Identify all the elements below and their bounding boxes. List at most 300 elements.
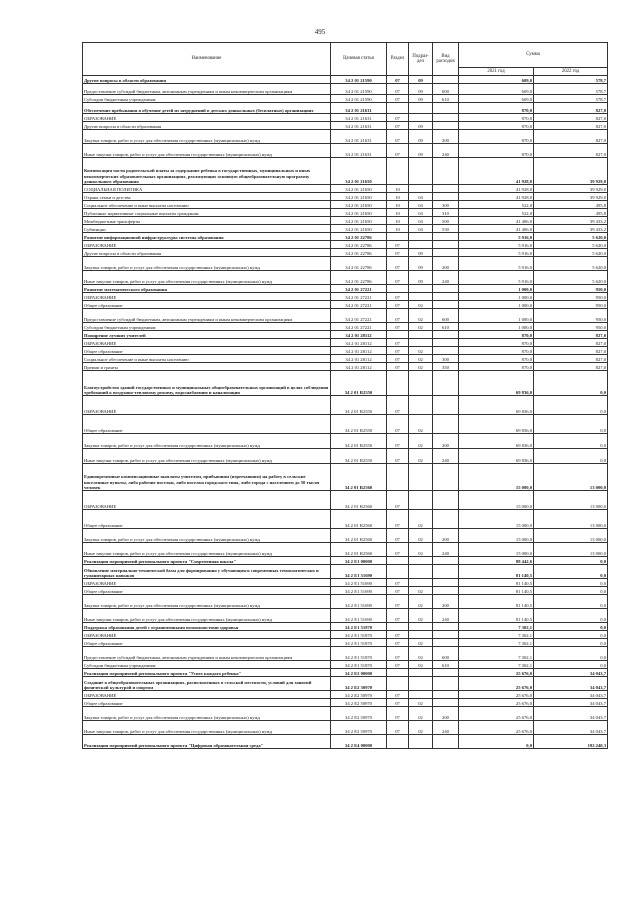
table-row <box>83 285 608 293</box>
row-expense-type: 200 <box>433 257 459 271</box>
row-subsection <box>409 339 433 347</box>
table-row <box>83 735 608 749</box>
row-expense-type <box>433 193 459 201</box>
row-expense-type: 610 <box>433 323 459 331</box>
row-sum-2022: 578,7 <box>534 84 608 95</box>
row-section: 07 <box>387 249 409 257</box>
row-name: ОБРАЗОВАНИЕ <box>83 579 331 587</box>
row-section: 07 <box>387 595 409 609</box>
row-section: 07 <box>387 257 409 271</box>
budget-table <box>82 42 608 749</box>
row-section: 07 <box>387 699 409 707</box>
table-row <box>83 217 608 225</box>
row-sum-2022: 192 240,3 <box>534 735 608 749</box>
row-code: 34 2 01 28112 <box>331 331 387 339</box>
row-expense-type: 350 <box>433 363 459 371</box>
row-subsection: 02 <box>409 587 433 595</box>
row-name: ОБРАЗОВАНИЕ <box>83 491 331 510</box>
row-name: Благоустройство зданий государственных и муниципальных общеобразовательных организаций в целях соблюдения требований к воздушно-тепловому режиму, водоснабжению и канализации <box>83 371 331 396</box>
row-section: 07 <box>387 301 409 309</box>
row-subsection: 02 <box>409 595 433 609</box>
row-sum-2022: 0,0 <box>534 434 608 449</box>
row-sum-2021: 15 000,0 <box>459 529 534 543</box>
row-name: ОБРАЗОВАНИЕ <box>83 241 331 249</box>
row-expense-type <box>433 347 459 355</box>
row-subsection: 02 <box>409 449 433 464</box>
table-row <box>83 225 608 233</box>
row-subsection <box>409 557 433 565</box>
row-expense-type <box>433 103 459 114</box>
row-sum-2021: 7 302,1 <box>459 661 534 669</box>
row-section: 07 <box>387 293 409 301</box>
row-sum-2022: 0,0 <box>534 449 608 464</box>
table-row <box>83 158 608 185</box>
row-expense-type: 240 <box>433 271 459 285</box>
row-sum-2021: 25 676,0 <box>459 691 534 699</box>
row-name: Поддержка образования детей с ограниченными возможностями здоровья <box>83 623 331 631</box>
row-code: 34 2 01 21631 <box>331 103 387 114</box>
table-row <box>83 122 608 130</box>
row-expense-type: 610 <box>433 95 459 103</box>
header-section: Раздел <box>387 43 409 76</box>
row-section <box>387 331 409 339</box>
row-sum-2021: 1 000,0 <box>459 309 534 323</box>
table-row <box>83 201 608 209</box>
table-row <box>83 543 608 557</box>
row-name: Иные закупки товаров, работ и услуг для обеспечения государственных (муниципальных) нужд <box>83 721 331 735</box>
row-name: Премии и гранты <box>83 363 331 371</box>
row-name: Иные закупки товаров, работ и услуг для обеспечения государственных (муниципальных) нужд <box>83 144 331 158</box>
row-section: 07 <box>387 609 409 623</box>
row-section: 07 <box>387 130 409 144</box>
row-expense-type <box>433 249 459 257</box>
row-sum-2022: 34 043,7 <box>534 677 608 691</box>
row-code: 34 2 01 27221 <box>331 309 387 323</box>
header-name: Наименование <box>83 43 331 76</box>
row-subsection <box>409 669 433 677</box>
row-subsection: 02 <box>409 609 433 623</box>
row-name: Иные закупки товаров, работ и услуг для обеспечения государственных (муниципальных) нужд <box>83 271 331 285</box>
row-section: 07 <box>387 271 409 285</box>
row-name: ОБРАЗОВАНИЕ <box>83 339 331 347</box>
row-subsection: 09 <box>409 271 433 285</box>
row-expense-type <box>433 241 459 249</box>
header-code: Целевая статья <box>331 43 387 76</box>
row-expense-type <box>433 114 459 122</box>
row-name: Закупка товаров, работ и услуг для обеспечения государственных (муниципальных) нужд <box>83 707 331 721</box>
table-row <box>83 309 608 323</box>
row-sum-2021: 5 916,0 <box>459 241 534 249</box>
row-section: 07 <box>387 491 409 510</box>
row-subsection <box>409 103 433 114</box>
table-row <box>83 130 608 144</box>
row-section: 07 <box>387 241 409 249</box>
row-section: 07 <box>387 339 409 347</box>
row-name: Создание в общеобразовательных организациях, расположенных в сельской местности, условий для занятий физической культурой и спортом <box>83 677 331 691</box>
row-sum-2021: 870,0 <box>459 114 534 122</box>
header-row <box>83 43 608 68</box>
row-code: 34 2 01 22786 <box>331 271 387 285</box>
row-subsection <box>409 464 433 491</box>
row-sum-2022: 5 620,0 <box>534 241 608 249</box>
row-sum-2021: 609,0 <box>459 95 534 103</box>
row-subsection: 02 <box>409 510 433 529</box>
row-sum-2021: 41 928,0 <box>459 193 534 201</box>
row-sum-2022: 827,0 <box>534 331 608 339</box>
row-code: 34 2 E2 00000 <box>331 669 387 677</box>
row-subsection: 02 <box>409 347 433 355</box>
table-row <box>83 449 608 464</box>
row-name: Закупка товаров, работ и услуг для обеспечения государственных (муниципальных) нужд <box>83 130 331 144</box>
row-name: Субвенции <box>83 225 331 233</box>
row-subsection: 04 <box>409 193 433 201</box>
table-row <box>83 677 608 691</box>
row-code: 34 2 01 R2560 <box>331 543 387 557</box>
row-subsection <box>409 114 433 122</box>
row-subsection <box>409 371 433 396</box>
row-section <box>387 103 409 114</box>
row-sum-2021: 522,0 <box>459 201 534 209</box>
row-section: 07 <box>387 95 409 103</box>
row-code: 34 2 01 R2560 <box>331 464 387 491</box>
row-expense-type: 240 <box>433 144 459 158</box>
row-name: Предоставление субсидий бюджетным, автономным учреждениям и иным некоммерческим организациям <box>83 84 331 95</box>
row-code: 34 2 01 27221 <box>331 293 387 301</box>
row-sum-2022: 950,0 <box>534 323 608 331</box>
row-code: 34 2 01 R2550 <box>331 415 387 434</box>
row-sum-2021: 25 676,0 <box>459 707 534 721</box>
row-name: Общее образование <box>83 587 331 595</box>
row-name: Обеспечение пребывания в обучение детей из затруднений в детских дошкольных (бесплатных) организациях <box>83 103 331 114</box>
row-sum-2021: 81 140,5 <box>459 565 534 579</box>
row-name: Общее образование <box>83 415 331 434</box>
row-sum-2021: 69 836,0 <box>459 415 534 434</box>
row-code: 34 2 01 21590 <box>331 76 387 84</box>
row-sum-2022: 39 929,0 <box>534 185 608 193</box>
row-expense-type: 310 <box>433 209 459 217</box>
row-subsection: 02 <box>409 699 433 707</box>
row-code: 34 2 E4 00000 <box>331 735 387 749</box>
table-row <box>83 631 608 639</box>
row-expense-type: 240 <box>433 543 459 557</box>
row-name: Реализация мероприятий регионального проекта "Цифровая образовательная среда" <box>83 735 331 749</box>
row-section: 07 <box>387 76 409 84</box>
row-expense-type <box>433 677 459 691</box>
row-sum-2021: 69 836,0 <box>459 434 534 449</box>
row-expense-type <box>433 510 459 529</box>
row-expense-type <box>433 415 459 434</box>
row-sum-2021: 522,0 <box>459 209 534 217</box>
row-expense-type: 600 <box>433 84 459 95</box>
table-body <box>83 76 608 749</box>
row-name: Развитие информационной инфраструктуры системы образования <box>83 233 331 241</box>
table-row <box>83 587 608 595</box>
row-subsection: 04 <box>409 201 433 209</box>
row-section: 10 <box>387 185 409 193</box>
row-sum-2021: 41 928,0 <box>459 158 534 185</box>
row-code: 34 2 E2 50970 <box>331 691 387 699</box>
row-sum-2021: 7 302,1 <box>459 647 534 661</box>
row-code: 34 2 01 27221 <box>331 285 387 293</box>
row-sum-2021: 25 676,0 <box>459 699 534 707</box>
table-row <box>83 257 608 271</box>
row-name: Обновление материально-технической базы для формирования у обучающихся современных технологических и гуманитарных навыков <box>83 565 331 579</box>
row-sum-2021: 15 000,0 <box>459 464 534 491</box>
row-subsection <box>409 233 433 241</box>
row-name: Общее образование <box>83 347 331 355</box>
row-code: 34 2 01 21631 <box>331 130 387 144</box>
row-expense-type <box>433 233 459 241</box>
row-expense-type <box>433 396 459 415</box>
table-row <box>83 510 608 529</box>
table-row <box>83 707 608 721</box>
table-row <box>83 95 608 103</box>
row-section: 07 <box>387 449 409 464</box>
row-sum-2021: 1 000,0 <box>459 301 534 309</box>
row-sum-2021: 870,0 <box>459 130 534 144</box>
row-expense-type <box>433 587 459 595</box>
table-row <box>83 271 608 285</box>
row-expense-type <box>433 122 459 130</box>
row-subsection: 02 <box>409 309 433 323</box>
row-sum-2022: 827,0 <box>534 122 608 130</box>
row-expense-type <box>433 293 459 301</box>
table-row <box>83 565 608 579</box>
table-row <box>83 209 608 217</box>
row-section <box>387 669 409 677</box>
row-subsection <box>409 631 433 639</box>
row-section <box>387 371 409 396</box>
row-subsection: 04 <box>409 225 433 233</box>
row-sum-2022: 495,8 <box>534 201 608 209</box>
row-subsection: 02 <box>409 529 433 543</box>
row-sum-2022: 0,0 <box>534 639 608 647</box>
row-name: Реализация мероприятий регионального проекта "Успех каждого ребенка" <box>83 669 331 677</box>
row-code: 34 2 E1 51690 <box>331 609 387 623</box>
row-sum-2021: 81 140,5 <box>459 587 534 595</box>
row-expense-type <box>433 158 459 185</box>
table-row <box>83 491 608 510</box>
row-code: 34 2 E1 00000 <box>331 557 387 565</box>
row-expense-type <box>433 639 459 647</box>
row-subsection: 02 <box>409 415 433 434</box>
table-row <box>83 339 608 347</box>
row-subsection: 04 <box>409 209 433 217</box>
table-row <box>83 144 608 158</box>
row-name: Охрана семьи и детства <box>83 193 331 201</box>
row-sum-2022: 950,0 <box>534 285 608 293</box>
row-sum-2022: 827,0 <box>534 103 608 114</box>
row-sum-2022: 0,0 <box>534 623 608 631</box>
row-sum-2021: 7 302,1 <box>459 623 534 631</box>
row-sum-2022: 13 000,0 <box>534 543 608 557</box>
row-code: 34 2 E2 50970 <box>331 721 387 735</box>
row-sum-2022: 34 043,7 <box>534 721 608 735</box>
row-sum-2022: 34 043,7 <box>534 669 608 677</box>
row-subsection: 02 <box>409 543 433 557</box>
row-subsection: 02 <box>409 301 433 309</box>
table-row <box>83 363 608 371</box>
row-sum-2022: 13 000,0 <box>534 491 608 510</box>
row-name: ОБРАЗОВАНИЕ <box>83 691 331 699</box>
row-sum-2021: 25 676,0 <box>459 669 534 677</box>
row-code: 34 2 01 21650 <box>331 158 387 185</box>
row-expense-type <box>433 691 459 699</box>
table-row <box>83 301 608 309</box>
row-sum-2021: 1 000,0 <box>459 293 534 301</box>
row-code: 34 2 E2 50970 <box>331 707 387 721</box>
row-sum-2022: 34 043,7 <box>534 699 608 707</box>
row-expense-type: 600 <box>433 309 459 323</box>
row-code: 34 2 01 28112 <box>331 355 387 363</box>
row-subsection <box>409 691 433 699</box>
row-name: ОБРАЗОВАНИЕ <box>83 631 331 639</box>
row-expense-type: 200 <box>433 707 459 721</box>
row-expense-type: 240 <box>433 609 459 623</box>
row-section: 10 <box>387 201 409 209</box>
row-sum-2022: 39 433,2 <box>534 225 608 233</box>
row-subsection <box>409 396 433 415</box>
row-expense-type <box>433 491 459 510</box>
row-subsection: 09 <box>409 84 433 95</box>
row-sum-2021: 41 406,0 <box>459 225 534 233</box>
row-section: 07 <box>387 144 409 158</box>
row-sum-2021: 41 928,0 <box>459 185 534 193</box>
row-sum-2022: 5 620,0 <box>534 233 608 241</box>
row-section <box>387 735 409 749</box>
row-sum-2021: 1 000,0 <box>459 285 534 293</box>
row-sum-2022: 827,0 <box>534 347 608 355</box>
row-name: Социальное обеспечение и иные выплаты населению <box>83 355 331 363</box>
row-subsection: 09 <box>409 122 433 130</box>
table-row <box>83 76 608 84</box>
row-code: 34 2 01 21650 <box>331 217 387 225</box>
row-sum-2022: 827,0 <box>534 363 608 371</box>
row-name: Публичные нормативные социальные выплаты гражданам <box>83 209 331 217</box>
row-section: 10 <box>387 209 409 217</box>
header-year-2022: 2022 год <box>534 68 608 76</box>
row-subsection: 02 <box>409 363 433 371</box>
row-code: 34 2 E1 51870 <box>331 631 387 639</box>
row-sum-2022: 39 929,0 <box>534 193 608 201</box>
row-subsection <box>409 677 433 691</box>
row-code: 34 2 E1 51690 <box>331 579 387 587</box>
table-row <box>83 347 608 355</box>
row-sum-2022: 0,0 <box>534 609 608 623</box>
row-sum-2022: 0,0 <box>534 371 608 396</box>
row-expense-type: 240 <box>433 449 459 464</box>
row-section: 07 <box>387 434 409 449</box>
row-code: 34 2 E1 51870 <box>331 647 387 661</box>
row-sum-2021: 5 916,0 <box>459 249 534 257</box>
row-code: 34 2 01 28112 <box>331 347 387 355</box>
row-section: 07 <box>387 529 409 543</box>
row-code: 34 2 01 21631 <box>331 114 387 122</box>
row-name: Закупка товаров, работ и услуг для обеспечения государственных (муниципальных) нужд <box>83 529 331 543</box>
row-name: Другие вопросы в области образования <box>83 76 331 84</box>
row-name: Субсидии бюджетным учреждениям <box>83 95 331 103</box>
row-name: Единовременные компенсационные выплаты учителям, прибывшим (переехавшим) на работу в сельские населенные пункты, либо рабочие поселки, либо поселки городского типа, либо города с населением до 50 тысяч человек <box>83 464 331 491</box>
row-section: 07 <box>387 721 409 735</box>
row-code: 34 2 01 21650 <box>331 225 387 233</box>
table-row <box>83 241 608 249</box>
row-name: ОБРАЗОВАНИЕ <box>83 114 331 122</box>
row-sum-2021: 870,0 <box>459 122 534 130</box>
row-section: 10 <box>387 225 409 233</box>
row-sum-2021: 41 406,0 <box>459 217 534 225</box>
row-name: Общее образование <box>83 510 331 529</box>
row-sum-2021: 69 836,0 <box>459 371 534 396</box>
row-expense-type: 200 <box>433 130 459 144</box>
row-section: 07 <box>387 122 409 130</box>
row-expense-type: 240 <box>433 721 459 735</box>
row-name: Реализация мероприятий регионального проекта "Современная школа" <box>83 557 331 565</box>
row-code: 34 2 01 22786 <box>331 257 387 271</box>
row-sum-2021: 81 140,5 <box>459 579 534 587</box>
row-expense-type: 600 <box>433 647 459 661</box>
row-subsection: 02 <box>409 721 433 735</box>
row-sum-2021: 88 442,6 <box>459 557 534 565</box>
row-code: 34 2 01 22786 <box>331 241 387 249</box>
row-code: 34 2 E1 51870 <box>331 639 387 647</box>
row-subsection <box>409 285 433 293</box>
row-sum-2022: 39 433,2 <box>534 217 608 225</box>
row-sum-2022: 578,7 <box>534 95 608 103</box>
row-expense-type <box>433 301 459 309</box>
row-sum-2022: 827,0 <box>534 130 608 144</box>
header-year-2021: 2021 год <box>459 68 534 76</box>
row-expense-type: 200 <box>433 595 459 609</box>
row-sum-2022: 578,7 <box>534 76 608 84</box>
row-subsection <box>409 185 433 193</box>
row-code: 34 2 E1 51690 <box>331 595 387 609</box>
row-section <box>387 285 409 293</box>
row-sum-2021: 5 916,0 <box>459 271 534 285</box>
row-code: 34 2 01 28112 <box>331 339 387 347</box>
row-sum-2021: 5 916,0 <box>459 257 534 271</box>
row-subsection: 02 <box>409 434 433 449</box>
row-subsection <box>409 735 433 749</box>
table-row <box>83 103 608 114</box>
row-sum-2021: 870,0 <box>459 355 534 363</box>
table-row <box>83 193 608 201</box>
table-row <box>83 647 608 661</box>
row-code: 34 2 E1 51690 <box>331 565 387 579</box>
row-subsection <box>409 331 433 339</box>
row-code: 34 2 01 27221 <box>331 323 387 331</box>
row-section: 07 <box>387 631 409 639</box>
table-row <box>83 721 608 735</box>
row-name: Предоставление субсидий бюджетным, автономным учреждениям и иным некоммерческим организациям <box>83 309 331 323</box>
row-sum-2022: 5 620,0 <box>534 257 608 271</box>
row-sum-2022: 0,0 <box>534 647 608 661</box>
row-sum-2021: 81 140,5 <box>459 609 534 623</box>
row-sum-2022: 0,0 <box>534 587 608 595</box>
row-code: 34 2 01 21590 <box>331 95 387 103</box>
row-section: 07 <box>387 396 409 415</box>
row-expense-type <box>433 565 459 579</box>
table-row <box>83 464 608 491</box>
row-subsection: 04 <box>409 217 433 225</box>
row-section: 07 <box>387 647 409 661</box>
row-expense-type <box>433 631 459 639</box>
row-name: Иные закупки товаров, работ и услуг для обеспечения государственных (муниципальных) нужд <box>83 543 331 557</box>
row-subsection <box>409 579 433 587</box>
row-sum-2021: 870,0 <box>459 144 534 158</box>
table-row <box>83 623 608 631</box>
row-name: Другие вопросы в области образования <box>83 122 331 130</box>
page-number: 495 <box>314 28 326 36</box>
